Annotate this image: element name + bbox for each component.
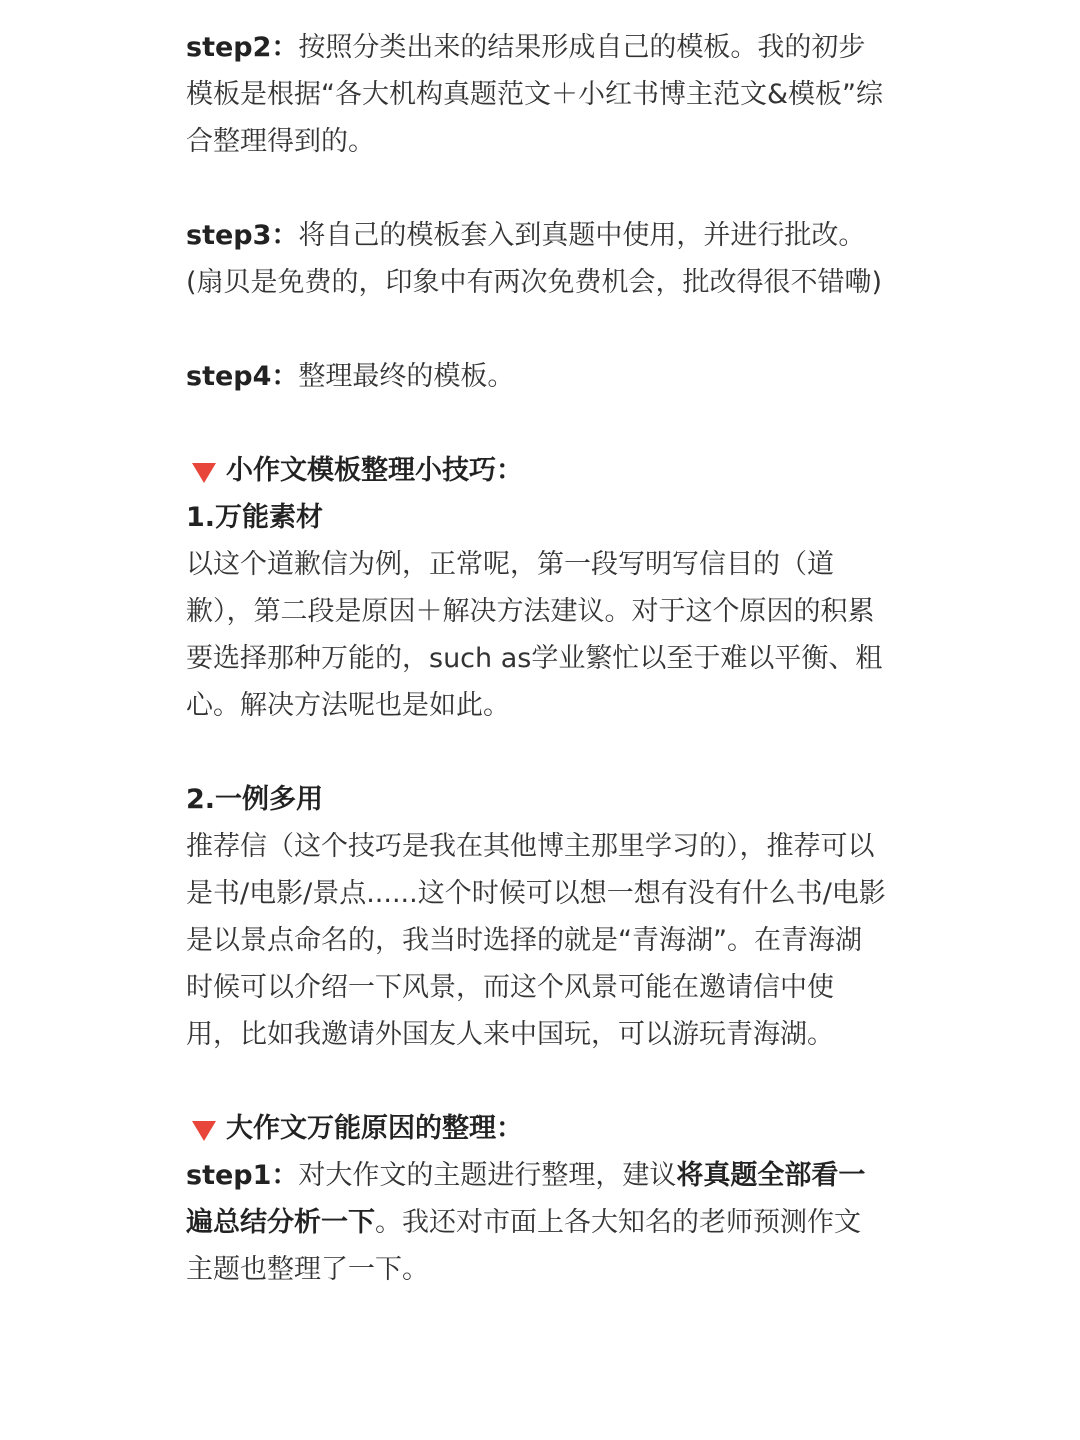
big-step1-text-bold: 将真题全部看一遍总结分析一下 [186,1160,866,1238]
tip1-text: 以这个道歉信为例，正常呢，第一段写明写信目的（道歉），第二段是原因＋解决方法建议。对于这个原因的积累要选择那种万能的，such as学业繁忙以至于难以平衡、粗心。解决方法呢也是如此。 [186,549,883,721]
red-triangle-down-icon [192,463,216,483]
tip1-title: 1.万能素材 [186,502,324,533]
step3-text: 将自己的模板套入到真题中使用，并进行批改。(扇贝是免费的，印象中有两次免费机会，批改得很不错嘞) [186,220,883,298]
section-small-essay-title: 小作文模板整理小技巧： [226,455,523,486]
step3-label: step3： [186,220,299,251]
step4-label: step4： [186,361,299,392]
step2-paragraph [186,24,886,165]
spacer [186,306,886,353]
step4-text: 整理最终的模板。 [298,361,515,392]
big-step1-text-before: 对大作文的主题进行整理，建议 [298,1160,677,1191]
big-step1-label: step1： [186,1160,299,1191]
red-triangle-down-icon [192,1121,216,1141]
step3-paragraph [186,212,886,306]
spacer [186,165,886,212]
tip2-title: 2.一例多用 [186,784,324,815]
section-big-essay-heading [186,1105,886,1152]
big-step1-text-after: 。我还对市面上各大知名的老师预测作文主题也整理了一下。 [186,1207,861,1285]
spacer [186,1058,886,1105]
section-small-essay-heading [186,447,886,494]
step2-label: step2： [186,32,299,63]
spacer [186,400,886,447]
big-step1-paragraph [186,1152,886,1293]
article-body [186,24,886,1293]
spacer [186,729,886,776]
section-big-essay-title: 大作文万能原因的整理： [226,1113,523,1144]
tip2-text: 推荐信（这个技巧是我在其他博主那里学习的），推荐可以是书/电影/景点......这个时候可以想一想有没有什么书/电影是以景点命名的，我当时选择的就是“青海湖”。在青海湖时候可以介绍一下风景，而这个风景可能在邀请信中使用，比如我邀请外国友人来中国玩，可以游玩青海湖。 [186,831,886,1050]
step2-text: 按照分类出来的结果形成自己的模板。我的初步模板是根据“各大机构真题范文＋小红书博主范文&模板”综合整理得到的。 [186,32,884,157]
step4-paragraph [186,353,886,400]
